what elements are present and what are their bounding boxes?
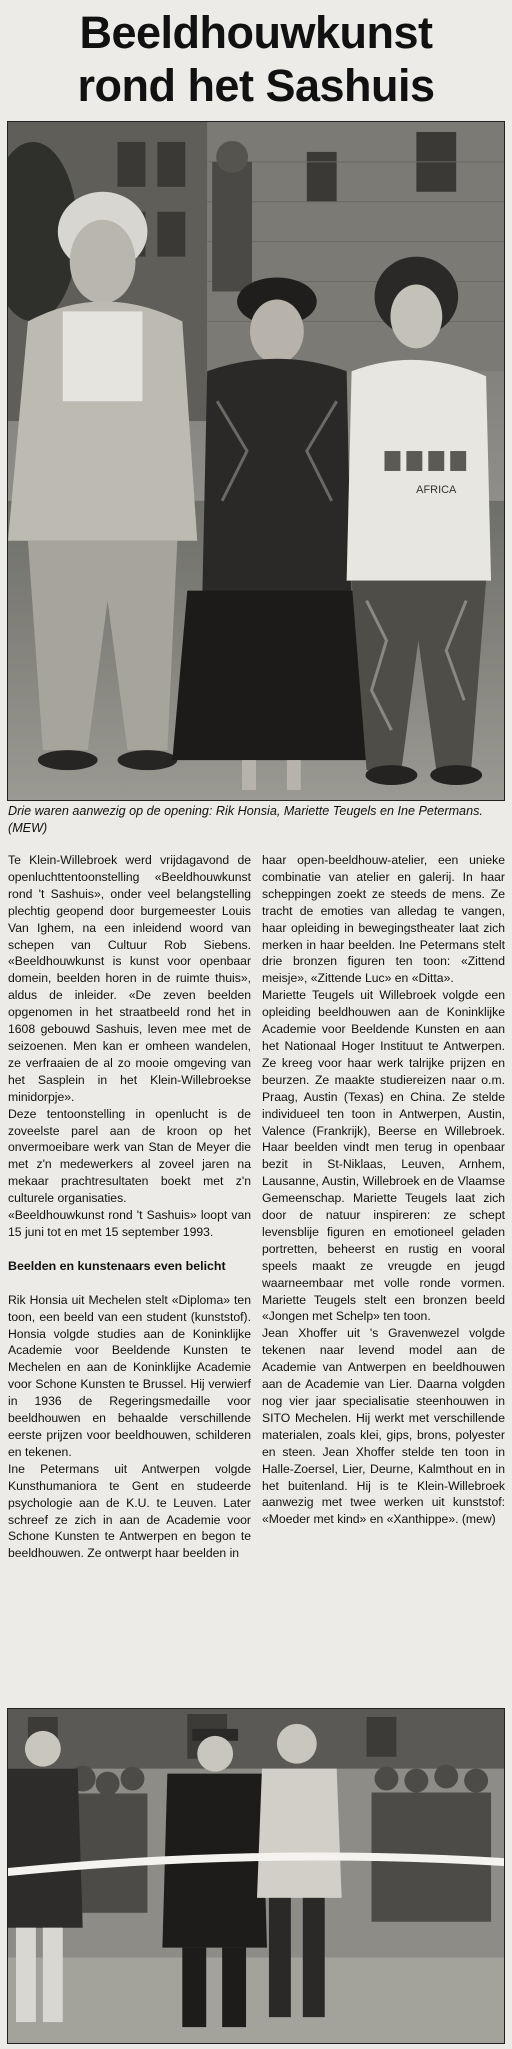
article-paragraph: Jean Xhoffer uit 's Gravenwezel volgde tekenen naar levend model aan de Academie van Antwerpen en beeldhouwen aan de Academie van Lier. Daarna volgden nog vier jaar specialisatie steenhouwen in SITO Mechelen. Hij werkt met verschillende materialen, zoals klei, gips, brons, polyester en steen. Jean Xhoffer stelde ten toon in Halle-Zoersel, Lier, Deurne, Kalmthout en in het buitenland. Hij is te Klein-Willebroek aanwezig met twee werken uit kunststof: «Moeder met kind» en «Xanthippe». (mew) — [262, 1326, 505, 1527]
article-paragraph: Deze tentoonstelling in openlucht is de zoveelste parel aan de kroon op het onvermoeibare werk van Stan de Meyer die met z'n medewerkers al zoveel jaren na mekaar prachtresultaten boekt met z'n culturele organisaties. — [8, 1106, 251, 1206]
photo-caption: Drie waren aanwezig op de opening: Rik Honsia, Mariette Teugels en Ine Petermans. (MEW) — [8, 804, 483, 835]
article-column-left — [8, 852, 251, 1562]
article-paragraph: Mariette Teugels uit Willebroek volgde een opleiding beeldhouwen aan de Koninklijke Academie voor Beeldende Kunsten en aan het Nationaal Hoger Instituut te Antwerpen. Ze kreeg voor haar werk talrijke prijzen en beurzen. Ze maakte studiereizen naar o.m. Praag, Austin (Texas) en China. Ze stelde individueel ten toon in Antwerpen, Austin, Valence (Frankrijk), Beerse en Willebroek. Haar beelden vindt men terug in openbaar bezit in St-Niklaas, Leuven, Arnhem, Lausanne, Austin, Willebroek en de Vlaamse Gemeenschap. Mariette Teugels laat zich door de natuur inspireren: ze schept levensblije figuren en emotioneel geladen portretten, beheerst en rustig en vooral speels maakt ze vreugde en jeugd waarneembaar met volle ronde vormen. Mariette Teugels stelt een bronzen beeld «Jongen met Schelp» ten toon. — [262, 988, 505, 1324]
article-paragraph: Te Klein-Willebroek werd vrijdagavond de openluchttentoonstelling «Beeldhouwkunst rond 't Sashuis», onder veel belangstelling plechtig geopend door burgemeester Louis Van Ighem, na een inleidend woord van schepen van Cultuur Rob Siebens. «Beeldhouwkunst is kunst voor openbaar domein, beelden horen in de ruimte thuis», aldus de inleider. «De zeven beelden opgenomen in het straatbeeld rond het in 1608 gebouwd Sashuis, leven mee met de seizoenen. Men kan er omheen wandelen, ze verfraaien de al zo mooie omgeving van het Sasplein in het Klein-Willebroekse minidorpje». — [8, 853, 251, 1104]
tshirt-text: AFRICA — [416, 483, 457, 496]
headline-line-2: rond het Sashuis — [77, 60, 435, 111]
article-paragraph: Ine Petermans uit Antwerpen volgde Kunsthumaniora te Gent en studeerde psychologie aan de K.U. te Leuven. Later schreef ze zich in aan de Academie voor Schone Kunsten te Antwerpen en begon te beeldhouwen. Ze ontwerpt haar beelden in — [8, 1461, 251, 1561]
article-column-right — [262, 852, 505, 1528]
photo-ribbon-illustration — [8, 1709, 504, 2043]
headline — [0, 0, 512, 118]
article-paragraph: «Beeldhouwkunst rond 't Sashuis» loopt van 15 juni tot en met 15 september 1993. — [8, 1208, 251, 1239]
photo-opening-illustration — [8, 122, 504, 800]
headline-line-1: Beeldhouwkunst — [79, 7, 433, 58]
article-subheading: Beelden en kunstenaars even belicht — [8, 1258, 226, 1273]
photo-ribbon-cutting — [7, 1708, 505, 2044]
article-paragraph: Rik Honsia uit Mechelen stelt «Diploma» ten toon, een beeld van een student (kunststof). Honsia volgde studies aan de Koninklijke Academie voor Beeldende Kunsten te Mechelen en aan de Koninklijke Academie voor Schone Kunsten te Brussel. Hij verwierf in 1936 de Regeringsmedaille voor beeldhouwen en behaalde verschillende eerste prijzen voor beeldhouwen, schilderen en tekenen. — [8, 1292, 251, 1459]
article-paragraph: haar open-beeldhouw-atelier, een unieke combinatie van atelier en galerij. In haar scheppingen zoekt ze steeds de mens. Ze tracht de emoties van alledag te vangen, haar opleiding in bewegingstheater laat zich merken in haar beelden. Ine Petermans stelt drie bronzen figuren ten toon: «Zittend meisje», «Zittende Luc» en «Ditta». — [262, 853, 505, 986]
photo-opening-three-people — [7, 121, 505, 801]
